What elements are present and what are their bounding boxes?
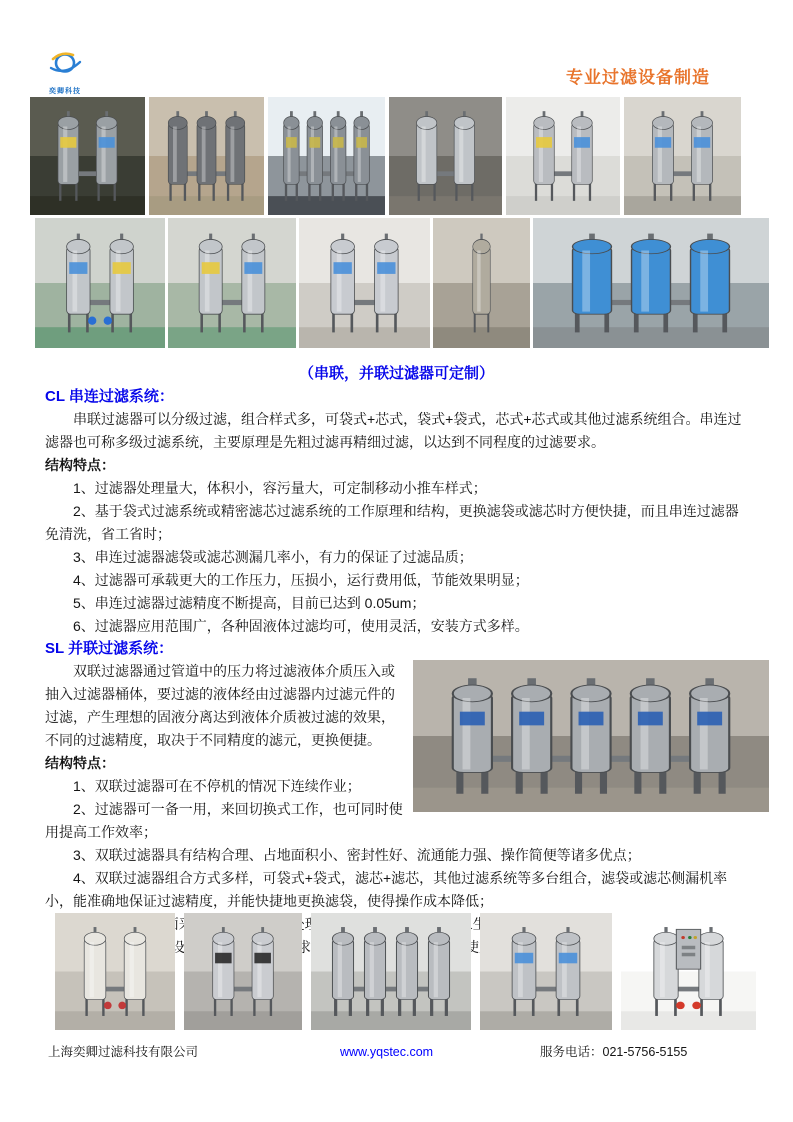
product-photo — [506, 97, 620, 215]
product-photo — [149, 97, 264, 215]
feature-item: 5、串连过滤器过滤精度不断提高，目前已达到 0.05um； — [73, 595, 426, 611]
globe-swirl-icon — [45, 50, 85, 80]
cl-features-label: 结构特点： — [45, 457, 115, 473]
cl-section-heading: CL 串连过滤系统： — [45, 388, 174, 405]
feature-item: 1、过滤器处理量大，体积小，容污量大，可定制移动小推车样式； — [73, 480, 487, 496]
page-title: （串联，并联过滤器可定制） — [298, 365, 494, 382]
photo-row-bottom — [55, 913, 756, 1030]
footer-website-link[interactable]: www.yqstec.com — [340, 1045, 434, 1059]
photo-row-top — [30, 97, 741, 215]
feature-item: 4、过滤器可承载更大的工作压力，压损小，运行费用低，节能效果明显； — [73, 572, 529, 588]
feature-item: 3、双联过滤器具有结构合理、占地面积小、密封性好、流通能力强、操作简便等诸多优点； — [73, 847, 641, 863]
sl-intro-paragraph: 双联过滤器通过管道中的压力将过滤液体介质压入或抽入过滤器桶体，要过滤的液体经由过滤器内过滤元件的过滤，产生理想的固液分离达到液体介质被过滤的效果，不同的过滤精度，取决于不同精度的滤元，更换便捷。 — [45, 663, 395, 748]
cl-intro-paragraph: 串联过滤器可以分级过滤，组合样式多，可袋式+芯式，袋式+袋式，芯式+芯式或其他过滤系统组合。串连过滤器也可称多级过滤系统，主要原理是先粗过滤再精细过滤，以达到不同程度的过滤要求。 — [45, 411, 742, 450]
footer-company-name: 上海奕卿过滤科技有限公司 — [48, 1045, 199, 1059]
feature-item: 3、串连过滤器滤袋或滤芯测漏几率小，有力的保证了过滤品质； — [73, 549, 473, 565]
product-photo — [533, 218, 769, 348]
photo-row-second — [35, 218, 769, 348]
product-photo — [30, 97, 145, 215]
product-photo — [311, 913, 471, 1030]
cl-features-list — [45, 477, 751, 638]
product-photo — [268, 97, 385, 215]
logo-text: 奕卿科技 — [49, 88, 81, 95]
product-photo — [35, 218, 165, 348]
feature-item: 6、过滤器应用范围广，各种固液体过滤均可，使用灵活，安装方式多样。 — [73, 618, 529, 634]
product-photo — [184, 913, 302, 1030]
sl-features-label: 结构特点： — [45, 755, 115, 771]
product-photo-warehouse — [413, 660, 769, 812]
product-photo — [621, 913, 756, 1030]
product-photo — [480, 913, 612, 1030]
product-photo — [168, 218, 296, 348]
company-logo — [33, 50, 97, 96]
page-footer — [0, 1042, 793, 1066]
footer-phone: 服务电话：021-5756-5155 — [540, 1045, 688, 1059]
sl-section-heading: SL 并联过滤系统： — [45, 640, 174, 657]
product-photo — [389, 97, 502, 215]
feature-item: 1、双联过滤器可在不停机的情况下连续作业； — [73, 778, 361, 794]
header-slogan: 专业过滤设备制造 — [566, 68, 710, 87]
product-photo — [55, 913, 175, 1030]
product-photo — [299, 218, 430, 348]
feature-item: 2、过滤器可一备一用，来回切换式工作，也可同时使用提高工作效率； — [45, 801, 403, 840]
product-photo — [624, 97, 741, 215]
feature-item: 4、双联过滤器组合方式多样，可袋式+袋式，滤芯+滤芯，其他过滤系统等多台组合，滤袋或滤芯侧漏机率小，能准确地保证过滤精度，并能快捷地更换滤袋，使得操作成本降低； — [45, 870, 728, 909]
main-content — [45, 386, 751, 959]
feature-item: 2、基于袋式过滤系统或精密滤芯过滤系统的工作原理和结构，更换滤袋或滤芯时方便快捷，而且串连过滤器免清洗，省工省时； — [45, 503, 739, 542]
product-photo — [433, 218, 530, 348]
